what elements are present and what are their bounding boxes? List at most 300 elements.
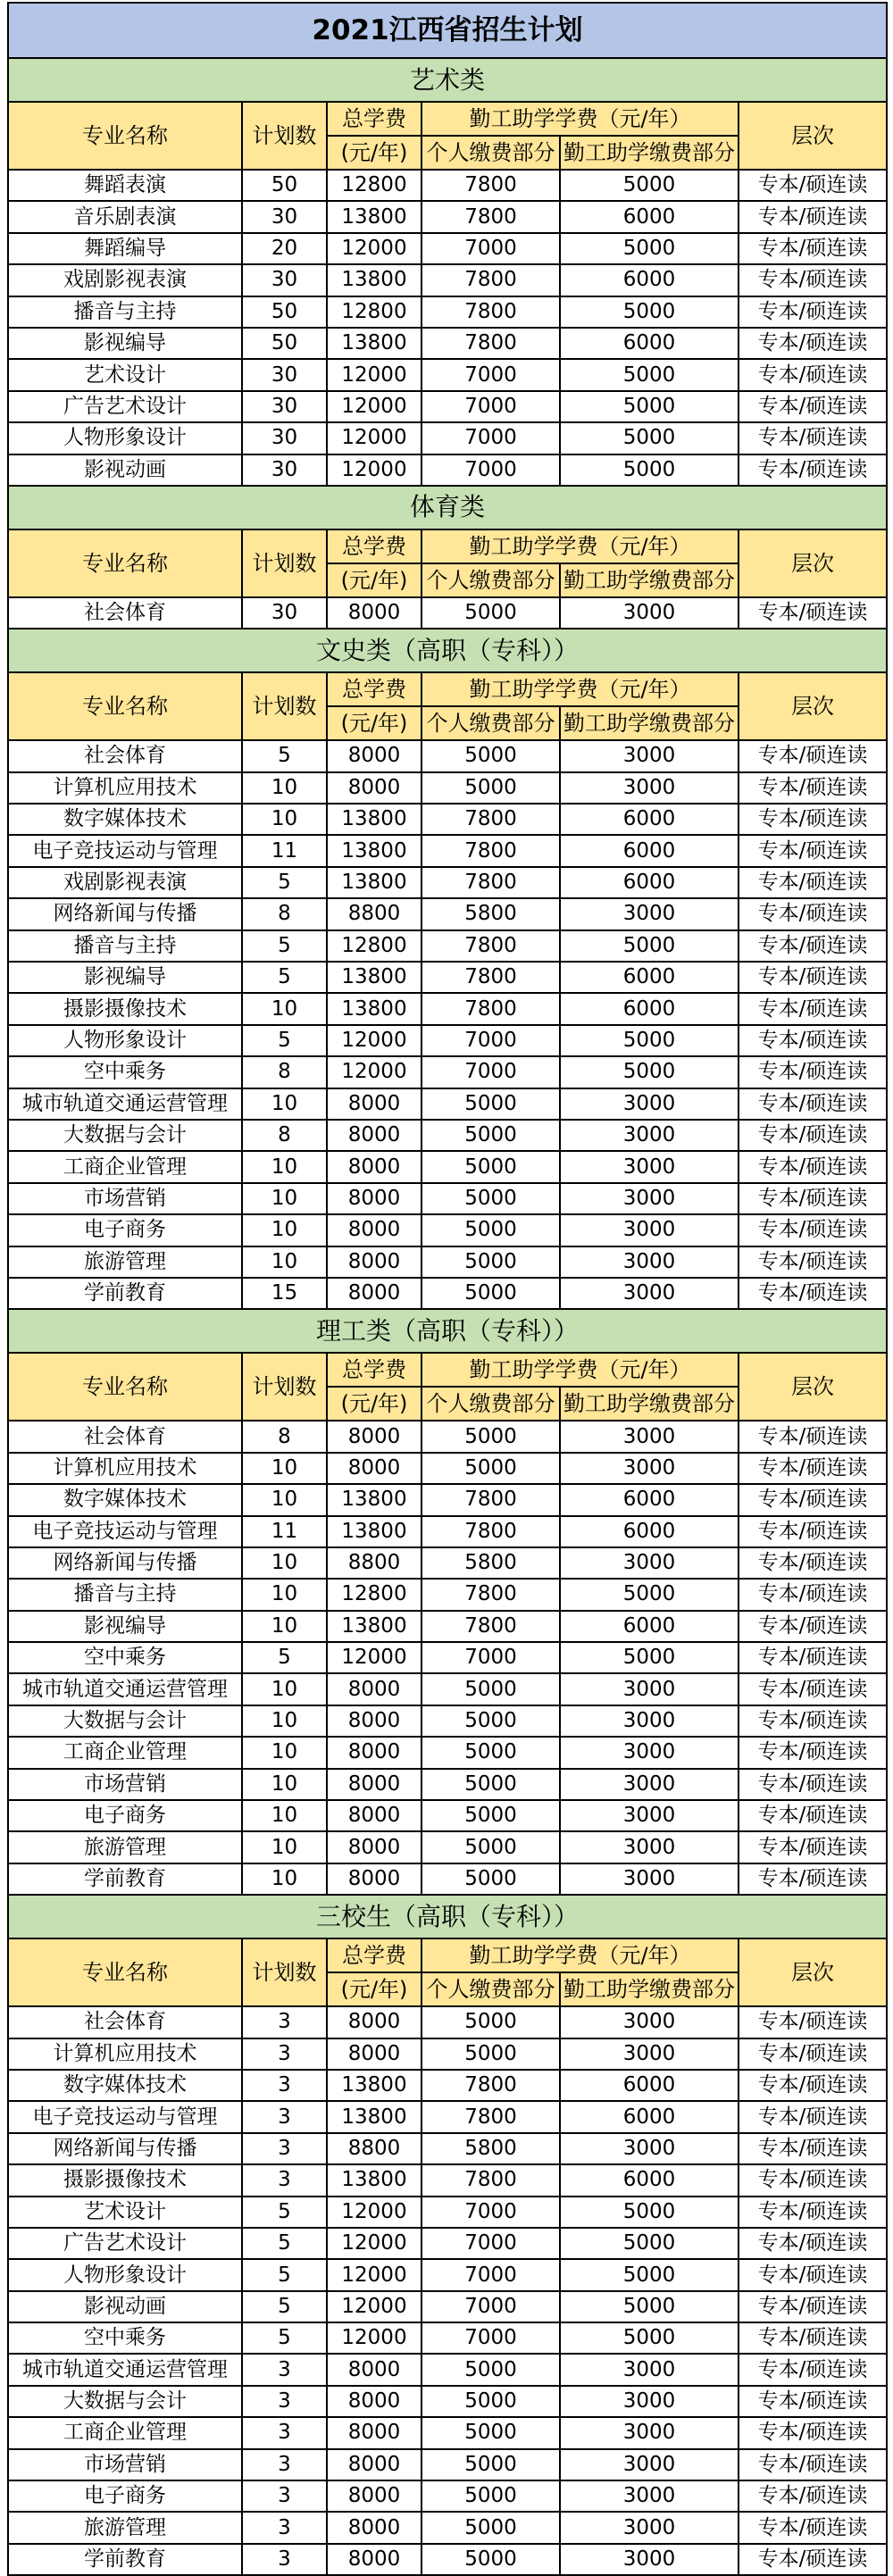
table-row (8, 1088, 887, 1120)
cell-total-fee: 12000 (327, 359, 421, 390)
cell-major: 城市轨道交通运营管理 (8, 1088, 242, 1120)
cell-level: 专本/硕连读 (739, 1120, 887, 1151)
table-row (8, 2133, 887, 2164)
cell-major: 工商企业管理 (8, 2417, 242, 2448)
cell-total-fee: 12000 (327, 391, 421, 422)
cell-level: 专本/硕连读 (739, 1056, 887, 1088)
cell-personal-fee: 5000 (421, 1705, 560, 1737)
cell-total-fee: 8000 (327, 2417, 421, 2448)
header-plan: 计划数 (242, 1353, 327, 1421)
cell-plan: 50 (242, 296, 327, 328)
cell-plan: 10 (242, 1737, 327, 1768)
cell-personal-fee: 7000 (421, 391, 560, 422)
cell-total-fee: 8000 (327, 1453, 421, 1484)
cell-work-study-fee: 5000 (560, 359, 739, 390)
cell-work-study-fee: 5000 (560, 170, 739, 201)
cell-work-study-fee: 3000 (560, 2417, 739, 2448)
cell-personal-fee: 7000 (421, 2291, 560, 2322)
cell-major: 摄影摄像技术 (8, 993, 242, 1024)
cell-plan: 8 (242, 1056, 327, 1088)
cell-work-study-fee: 5000 (560, 2197, 739, 2228)
cell-plan: 10 (242, 804, 327, 835)
table-row (8, 1056, 887, 1088)
table-row (8, 264, 887, 296)
section-header-row (8, 629, 887, 672)
cell-personal-fee: 5000 (421, 1831, 560, 1863)
cell-major: 数字媒体技术 (8, 804, 242, 835)
cell-total-fee: 12000 (327, 2228, 421, 2259)
table-row (8, 1421, 887, 1452)
header-work-part: 勤工助学缴费部分 (560, 136, 739, 170)
header-plan: 计划数 (242, 1938, 327, 2006)
cell-total-fee: 8000 (327, 1705, 421, 1737)
cell-total-fee: 13800 (327, 328, 421, 359)
table-row (8, 391, 887, 422)
cell-level: 专本/硕连读 (739, 1278, 887, 1309)
header-total-fee-unit: (元/年) (327, 1972, 421, 2006)
cell-work-study-fee: 6000 (560, 328, 739, 359)
header-personal: 个人缴费部分 (421, 1972, 560, 2006)
cell-total-fee: 12000 (327, 1642, 421, 1673)
cell-level: 专本/硕连读 (739, 1484, 887, 1515)
table-row (8, 2291, 887, 2322)
cell-work-study-fee: 3000 (560, 2449, 739, 2480)
cell-major: 社会体育 (8, 740, 242, 771)
header-total-fee: 总学费 (327, 529, 421, 563)
cell-level: 专本/硕连读 (739, 2038, 887, 2070)
cell-total-fee: 8000 (327, 597, 421, 629)
cell-plan: 10 (242, 1088, 327, 1120)
cell-plan: 5 (242, 2259, 327, 2290)
cell-work-study-fee: 6000 (560, 835, 739, 866)
cell-total-fee: 12000 (327, 233, 421, 264)
cell-level: 专本/硕连读 (739, 740, 887, 771)
cell-personal-fee: 7000 (421, 2197, 560, 2228)
cell-personal-fee: 5000 (421, 2449, 560, 2480)
column-header-row (8, 529, 887, 563)
cell-plan: 5 (242, 867, 327, 898)
cell-total-fee: 8000 (327, 2512, 421, 2543)
cell-plan: 3 (242, 2101, 327, 2132)
cell-major: 市场营销 (8, 1183, 242, 1214)
cell-personal-fee: 5000 (421, 1151, 560, 1182)
cell-work-study-fee: 5000 (560, 2259, 739, 2290)
cell-level: 专本/硕连读 (739, 1025, 887, 1056)
cell-major: 城市轨道交通运营管理 (8, 2354, 242, 2385)
table-row (8, 1642, 887, 1673)
cell-plan: 10 (242, 993, 327, 1024)
cell-major: 数字媒体技术 (8, 1484, 242, 1515)
cell-plan: 10 (242, 1246, 327, 1278)
cell-total-fee: 8000 (327, 2544, 421, 2575)
cell-level: 专本/硕连读 (739, 1769, 887, 1800)
cell-level: 专本/硕连读 (739, 454, 887, 486)
table-row (8, 2480, 887, 2512)
cell-personal-fee: 7800 (421, 2164, 560, 2196)
table-row (8, 1151, 887, 1182)
cell-total-fee: 12000 (327, 2259, 421, 2290)
cell-major: 影视编导 (8, 328, 242, 359)
table-row (8, 867, 887, 898)
cell-personal-fee: 5000 (421, 2544, 560, 2575)
cell-major: 广告艺术设计 (8, 2228, 242, 2259)
header-work-study: 勤工助学学费（元/年） (421, 529, 739, 563)
column-header-row (8, 1938, 887, 1972)
cell-work-study-fee: 5000 (560, 1056, 739, 1088)
cell-plan: 50 (242, 170, 327, 201)
cell-personal-fee: 7800 (421, 1611, 560, 1642)
cell-total-fee: 13800 (327, 835, 421, 866)
cell-major: 旅游管理 (8, 1831, 242, 1863)
cell-work-study-fee: 5000 (560, 930, 739, 962)
cell-level: 专本/硕连读 (739, 1088, 887, 1120)
cell-total-fee: 13800 (327, 2101, 421, 2132)
cell-level: 专本/硕连读 (739, 1214, 887, 1246)
cell-major: 艺术设计 (8, 359, 242, 390)
cell-personal-fee: 7800 (421, 2070, 560, 2101)
header-work-part: 勤工助学缴费部分 (560, 563, 739, 597)
cell-total-fee: 12800 (327, 1579, 421, 1610)
table-row (8, 1214, 887, 1246)
header-total-fee-unit: (元/年) (327, 1387, 421, 1421)
cell-work-study-fee: 3000 (560, 1831, 739, 1863)
cell-level: 专本/硕连读 (739, 328, 887, 359)
cell-total-fee: 8800 (327, 2133, 421, 2164)
cell-work-study-fee: 6000 (560, 1611, 739, 1642)
cell-total-fee: 8000 (327, 1214, 421, 1246)
table-row (8, 2228, 887, 2259)
cell-work-study-fee: 6000 (560, 1484, 739, 1515)
cell-plan: 3 (242, 2417, 327, 2448)
cell-level: 专本/硕连读 (739, 898, 887, 930)
cell-major: 影视动画 (8, 454, 242, 486)
cell-total-fee: 8000 (327, 1673, 421, 1705)
cell-plan: 5 (242, 1025, 327, 1056)
cell-work-study-fee: 6000 (560, 804, 739, 835)
cell-major: 影视编导 (8, 962, 242, 993)
cell-level: 专本/硕连读 (739, 1800, 887, 1831)
cell-level: 专本/硕连读 (739, 1516, 887, 1547)
cell-plan: 30 (242, 264, 327, 296)
header-work-study: 勤工助学学费（元/年） (421, 1353, 739, 1387)
header-major: 专业名称 (8, 672, 242, 740)
cell-personal-fee: 7800 (421, 1484, 560, 1515)
header-personal: 个人缴费部分 (421, 136, 560, 170)
cell-work-study-fee: 5000 (560, 296, 739, 328)
cell-level: 专本/硕连读 (739, 2512, 887, 2543)
table-row (8, 2038, 887, 2070)
cell-work-study-fee: 3000 (560, 597, 739, 629)
cell-plan: 10 (242, 1611, 327, 1642)
table-row (8, 454, 887, 486)
cell-work-study-fee: 6000 (560, 264, 739, 296)
cell-work-study-fee: 3000 (560, 1421, 739, 1452)
cell-level: 专本/硕连读 (739, 391, 887, 422)
cell-personal-fee: 5000 (421, 2480, 560, 2512)
cell-total-fee: 8000 (327, 1769, 421, 1800)
cell-work-study-fee: 3000 (560, 2480, 739, 2512)
cell-work-study-fee: 5000 (560, 1642, 739, 1673)
cell-total-fee: 8000 (327, 2354, 421, 2385)
cell-level: 专本/硕连读 (739, 2480, 887, 2512)
cell-level: 专本/硕连读 (739, 2291, 887, 2322)
table-row (8, 1484, 887, 1515)
cell-level: 专本/硕连读 (739, 1705, 887, 1737)
cell-plan: 3 (242, 2164, 327, 2196)
cell-total-fee: 13800 (327, 201, 421, 232)
cell-work-study-fee: 3000 (560, 2544, 739, 2575)
table-row (8, 2070, 887, 2101)
cell-work-study-fee: 3000 (560, 2133, 739, 2164)
cell-plan: 30 (242, 597, 327, 629)
cell-total-fee: 13800 (327, 2070, 421, 2101)
cell-level: 专本/硕连读 (739, 2164, 887, 2196)
cell-level: 专本/硕连读 (739, 867, 887, 898)
cell-work-study-fee: 6000 (560, 993, 739, 1024)
header-total-fee: 总学费 (327, 1938, 421, 1972)
cell-work-study-fee: 6000 (560, 1516, 739, 1547)
cell-personal-fee: 7800 (421, 930, 560, 962)
cell-personal-fee: 7800 (421, 170, 560, 201)
cell-major: 人物形象设计 (8, 2259, 242, 2290)
cell-level: 专本/硕连读 (739, 2259, 887, 2290)
cell-major: 网络新闻与传播 (8, 2133, 242, 2164)
cell-work-study-fee: 5000 (560, 1025, 739, 1056)
table-row (8, 2101, 887, 2132)
cell-total-fee: 12000 (327, 2197, 421, 2228)
cell-total-fee: 12800 (327, 296, 421, 328)
cell-level: 专本/硕连读 (739, 993, 887, 1024)
table-row (8, 1547, 887, 1579)
cell-personal-fee: 5000 (421, 597, 560, 629)
cell-plan: 3 (242, 2038, 327, 2070)
cell-total-fee: 8000 (327, 2449, 421, 2480)
cell-major: 电子竞技运动与管理 (8, 1516, 242, 1547)
cell-plan: 10 (242, 1151, 327, 1182)
cell-personal-fee: 7000 (421, 1056, 560, 1088)
cell-total-fee: 13800 (327, 962, 421, 993)
cell-major: 计算机应用技术 (8, 1453, 242, 1484)
cell-major: 广告艺术设计 (8, 391, 242, 422)
cell-total-fee: 8000 (327, 1421, 421, 1452)
cell-major: 电子商务 (8, 2480, 242, 2512)
cell-work-study-fee: 3000 (560, 740, 739, 771)
cell-level: 专本/硕连读 (739, 772, 887, 804)
cell-total-fee: 12000 (327, 1025, 421, 1056)
cell-major: 数字媒体技术 (8, 2070, 242, 2101)
cell-personal-fee: 5000 (421, 1800, 560, 1831)
cell-work-study-fee: 3000 (560, 1800, 739, 1831)
cell-work-study-fee: 5000 (560, 391, 739, 422)
cell-plan: 30 (242, 422, 327, 454)
table-row (8, 2354, 887, 2385)
cell-major: 学前教育 (8, 1863, 242, 1895)
title-row (8, 3, 887, 58)
cell-level: 专本/硕连读 (739, 2133, 887, 2164)
table-row (8, 2259, 887, 2290)
cell-major: 旅游管理 (8, 1246, 242, 1278)
cell-plan: 30 (242, 359, 327, 390)
cell-personal-fee: 7000 (421, 422, 560, 454)
cell-major: 大数据与会计 (8, 1120, 242, 1151)
cell-total-fee: 8000 (327, 1737, 421, 1768)
cell-plan: 11 (242, 1516, 327, 1547)
table-row (8, 740, 887, 771)
cell-plan: 3 (242, 2544, 327, 2575)
cell-work-study-fee: 5000 (560, 454, 739, 486)
cell-level: 专本/硕连读 (739, 2228, 887, 2259)
cell-personal-fee: 5000 (421, 1183, 560, 1214)
cell-plan: 3 (242, 2133, 327, 2164)
cell-total-fee: 13800 (327, 1516, 421, 1547)
cell-level: 专本/硕连读 (739, 2101, 887, 2132)
cell-major: 空中乘务 (8, 1642, 242, 1673)
section-header-row (8, 58, 887, 102)
cell-personal-fee: 5000 (421, 2512, 560, 2543)
table-row (8, 170, 887, 201)
cell-work-study-fee: 3000 (560, 898, 739, 930)
cell-level: 专本/硕连读 (739, 1151, 887, 1182)
header-work-study: 勤工助学学费（元/年） (421, 1938, 739, 1972)
cell-total-fee: 8000 (327, 740, 421, 771)
cell-work-study-fee: 3000 (560, 1705, 739, 1737)
cell-major: 学前教育 (8, 1278, 242, 1309)
header-level: 层次 (739, 1353, 887, 1421)
cell-plan: 15 (242, 1278, 327, 1309)
cell-major: 社会体育 (8, 1421, 242, 1452)
cell-major: 大数据与会计 (8, 1705, 242, 1737)
table-row (8, 2322, 887, 2354)
cell-total-fee: 12800 (327, 930, 421, 962)
cell-personal-fee: 7000 (421, 454, 560, 486)
table-row (8, 359, 887, 390)
cell-major: 播音与主持 (8, 1579, 242, 1610)
header-work-study: 勤工助学学费（元/年） (421, 102, 739, 136)
cell-major: 舞蹈表演 (8, 170, 242, 201)
table-row (8, 233, 887, 264)
cell-plan: 30 (242, 454, 327, 486)
cell-level: 专本/硕连读 (739, 2544, 887, 2575)
table-row (8, 1611, 887, 1642)
cell-personal-fee: 5000 (421, 2038, 560, 2070)
cell-major: 社会体育 (8, 597, 242, 629)
cell-plan: 3 (242, 2070, 327, 2101)
cell-plan: 5 (242, 740, 327, 771)
cell-personal-fee: 7000 (421, 233, 560, 264)
header-level: 层次 (739, 102, 887, 170)
cell-total-fee: 12800 (327, 170, 421, 201)
cell-major: 计算机应用技术 (8, 772, 242, 804)
table-row (8, 2417, 887, 2448)
cell-personal-fee: 5800 (421, 1547, 560, 1579)
cell-total-fee: 8000 (327, 1863, 421, 1895)
cell-personal-fee: 5000 (421, 1737, 560, 1768)
header-personal: 个人缴费部分 (421, 1387, 560, 1421)
cell-total-fee: 12000 (327, 2291, 421, 2322)
cell-work-study-fee: 3000 (560, 1673, 739, 1705)
section-header-row (8, 486, 887, 529)
cell-total-fee: 12000 (327, 454, 421, 486)
header-major: 专业名称 (8, 1353, 242, 1421)
table-row (8, 1705, 887, 1737)
header-work-part: 勤工助学缴费部分 (560, 1387, 739, 1421)
cell-level: 专本/硕连读 (739, 1421, 887, 1452)
section-header-row (8, 1895, 887, 1938)
cell-level: 专本/硕连读 (739, 1642, 887, 1673)
cell-personal-fee: 5000 (421, 740, 560, 771)
section-title: 理工类（高职（专科）） (8, 1309, 887, 1353)
table-row (8, 2512, 887, 2543)
table-row (8, 835, 887, 866)
enrollment-plan-sheet (7, 2, 886, 2576)
cell-major: 工商企业管理 (8, 1151, 242, 1182)
header-total-fee-unit: (元/年) (327, 563, 421, 597)
cell-total-fee: 13800 (327, 264, 421, 296)
column-header-row (8, 102, 887, 136)
cell-major: 空中乘务 (8, 2322, 242, 2354)
cell-plan: 20 (242, 233, 327, 264)
cell-level: 专本/硕连读 (739, 1547, 887, 1579)
cell-work-study-fee: 3000 (560, 1088, 739, 1120)
enrollment-plan-table (7, 2, 888, 2576)
cell-level: 专本/硕连读 (739, 1453, 887, 1484)
cell-total-fee: 8000 (327, 2386, 421, 2417)
cell-plan: 8 (242, 1421, 327, 1452)
header-level: 层次 (739, 529, 887, 597)
cell-personal-fee: 7800 (421, 962, 560, 993)
cell-work-study-fee: 3000 (560, 1547, 739, 1579)
header-plan: 计划数 (242, 529, 327, 597)
cell-work-study-fee: 3000 (560, 2038, 739, 2070)
header-plan: 计划数 (242, 672, 327, 740)
cell-work-study-fee: 3000 (560, 2386, 739, 2417)
cell-level: 专本/硕连读 (739, 2449, 887, 2480)
table-row (8, 2164, 887, 2196)
table-row (8, 2006, 887, 2038)
cell-work-study-fee: 3000 (560, 1453, 739, 1484)
cell-level: 专本/硕连读 (739, 264, 887, 296)
section-header-row (8, 1309, 887, 1353)
table-row (8, 898, 887, 930)
header-major: 专业名称 (8, 1938, 242, 2006)
table-row (8, 1183, 887, 1214)
cell-major: 市场营销 (8, 2449, 242, 2480)
cell-personal-fee: 7000 (421, 2259, 560, 2290)
cell-major: 学前教育 (8, 2544, 242, 2575)
header-plan: 计划数 (242, 102, 327, 170)
column-header-row (8, 672, 887, 706)
cell-work-study-fee: 3000 (560, 1120, 739, 1151)
table-row (8, 993, 887, 1024)
cell-personal-fee: 7000 (421, 1642, 560, 1673)
cell-personal-fee: 7800 (421, 867, 560, 898)
cell-plan: 10 (242, 1831, 327, 1863)
cell-major: 播音与主持 (8, 930, 242, 962)
cell-personal-fee: 5000 (421, 1214, 560, 1246)
table-row (8, 597, 887, 629)
cell-plan: 11 (242, 835, 327, 866)
table-row (8, 1769, 887, 1800)
cell-level: 专本/硕连读 (739, 1737, 887, 1768)
cell-major: 电子竞技运动与管理 (8, 835, 242, 866)
cell-work-study-fee: 3000 (560, 1246, 739, 1278)
section-title: 文史类（高职（专科）） (8, 629, 887, 672)
cell-plan: 5 (242, 2291, 327, 2322)
cell-plan: 10 (242, 772, 327, 804)
cell-plan: 30 (242, 391, 327, 422)
table-row (8, 1579, 887, 1610)
cell-work-study-fee: 3000 (560, 1183, 739, 1214)
